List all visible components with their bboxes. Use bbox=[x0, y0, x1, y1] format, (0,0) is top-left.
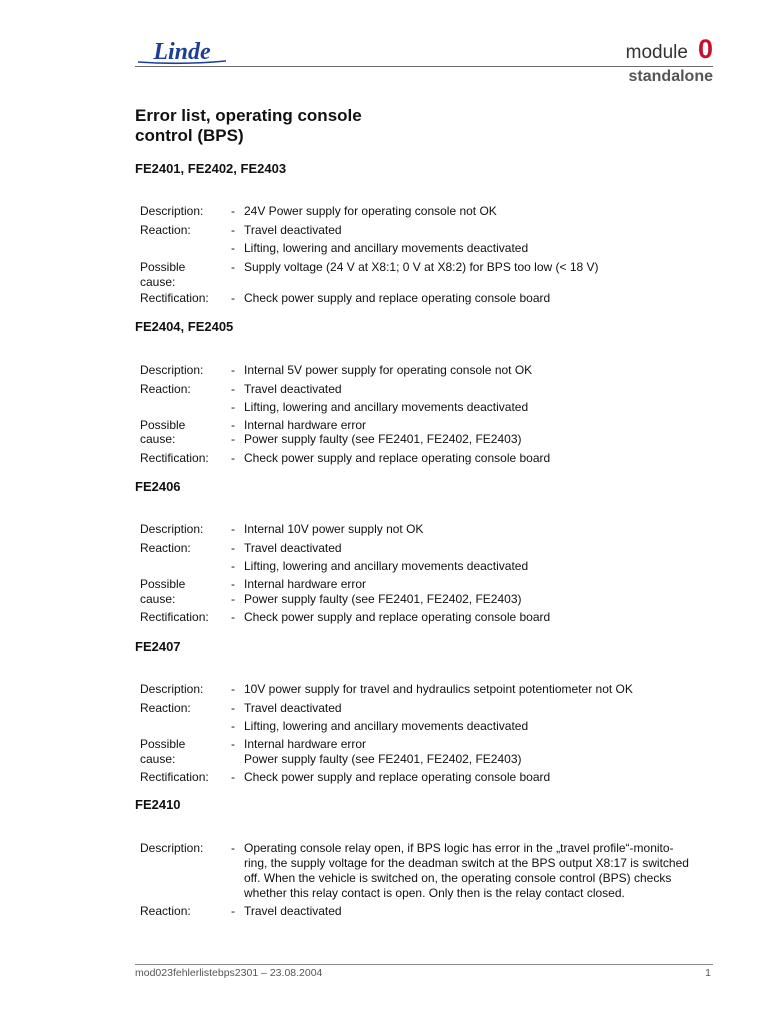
rectification-label: Rectification: bbox=[140, 770, 209, 784]
section-heading: FE2406 bbox=[135, 479, 181, 494]
error-section-fe2401 bbox=[135, 161, 715, 311]
cause-text: Power supply faulty (see FE2401, FE2402, FE2403) bbox=[244, 752, 522, 766]
description-label: Description: bbox=[140, 204, 204, 218]
reaction-text: Lifting, lowering and ancillary movements deactivated bbox=[244, 559, 529, 573]
error-section-fe2404 bbox=[135, 319, 715, 469]
page-title-line-2: control (BPS) bbox=[135, 126, 244, 145]
bullet-dash: - bbox=[231, 418, 235, 432]
description-text: Internal 10V power supply not OK bbox=[244, 522, 424, 536]
bullet-dash: - bbox=[231, 260, 235, 274]
bullet-dash: - bbox=[231, 204, 235, 218]
reaction-text: Travel deactivated bbox=[244, 223, 342, 237]
cause-text: Internal hardware error bbox=[244, 737, 367, 751]
reaction-text: Lifting, lowering and ancillary movements deactivated bbox=[244, 400, 529, 414]
possible-label: Possible bbox=[140, 737, 186, 751]
description-label: Description: bbox=[140, 682, 204, 696]
description-text: Internal 5V power supply for operating console not OK bbox=[244, 363, 533, 377]
bullet-dash: - bbox=[231, 541, 235, 555]
cause-text: Supply voltage (24 V at X8:1; 0 V at X8:2) for BPS too low (< 18 V) bbox=[244, 260, 599, 274]
rectification-label: Rectification: bbox=[140, 451, 209, 465]
cause-label: cause: bbox=[140, 752, 176, 766]
reaction-text: Travel deactivated bbox=[244, 701, 342, 715]
bullet-dash: - bbox=[231, 241, 235, 255]
page-title bbox=[135, 106, 435, 146]
bullet-dash: - bbox=[231, 701, 235, 715]
error-section-fe2407 bbox=[135, 639, 715, 789]
bullet-dash: - bbox=[231, 522, 235, 536]
bullet-dash: - bbox=[231, 382, 235, 396]
description-label: Description: bbox=[140, 522, 204, 536]
reaction-label: Reaction: bbox=[140, 223, 191, 237]
reaction-text: Travel deactivated bbox=[244, 541, 342, 555]
cause-text: Internal hardware error bbox=[244, 577, 367, 591]
cause-text: Power supply faulty (see FE2401, FE2402, FE2403) bbox=[244, 432, 522, 446]
cause-text: Internal hardware error bbox=[244, 418, 367, 432]
bullet-dash: - bbox=[231, 432, 235, 446]
description-label: Description: bbox=[140, 841, 204, 855]
page-number: 1 bbox=[705, 967, 711, 979]
bullet-dash: - bbox=[231, 904, 235, 918]
cause-label: cause: bbox=[140, 275, 176, 289]
section-heading: FE2401, FE2402, FE2403 bbox=[135, 161, 287, 176]
possible-label: Possible bbox=[140, 260, 186, 274]
bullet-dash: - bbox=[231, 400, 235, 414]
rectification-text: Check power supply and replace operating console board bbox=[244, 770, 551, 784]
reaction-text: Travel deactivated bbox=[244, 904, 342, 918]
module-indicator bbox=[626, 34, 713, 65]
bullet-dash: - bbox=[231, 451, 235, 465]
bullet-dash: - bbox=[231, 223, 235, 237]
cause-label: cause: bbox=[140, 432, 176, 446]
bullet-dash: - bbox=[231, 770, 235, 784]
bullet-dash: - bbox=[231, 737, 235, 751]
description-text: 24V Power supply for operating console not OK bbox=[244, 204, 497, 218]
description-text: Operating console relay open, if BPS logic has error in the „travel profile“-monito- bbox=[244, 841, 674, 855]
section-heading: FE2410 bbox=[135, 797, 181, 812]
logo-lettering: Linde bbox=[153, 39, 211, 65]
footer-reference: mod023fehlerlistebps2301 – 23.08.2004 bbox=[135, 967, 323, 979]
description-label: Description: bbox=[140, 363, 204, 377]
rectification-text: Check power supply and replace operating console board bbox=[244, 451, 551, 465]
reaction-label: Reaction: bbox=[140, 541, 191, 555]
error-section-fe2406 bbox=[135, 479, 715, 629]
bullet-dash: - bbox=[231, 682, 235, 696]
description-text: 10V power supply for travel and hydraulics setpoint potentiometer not OK bbox=[244, 682, 633, 696]
description-text: ring, the supply voltage for the deadman switch at the BPS output X8:17 is switched bbox=[244, 856, 689, 870]
bullet-dash: - bbox=[231, 559, 235, 573]
rectification-label: Rectification: bbox=[140, 291, 209, 305]
reaction-text: Lifting, lowering and ancillary movements deactivated bbox=[244, 719, 529, 733]
reaction-text: Travel deactivated bbox=[244, 382, 342, 396]
module-subtitle: standalone bbox=[628, 68, 713, 85]
rectification-label: Rectification: bbox=[140, 610, 209, 624]
possible-label: Possible bbox=[140, 577, 186, 591]
description-text: whether this relay contact is open. Only then is the relay contact closed. bbox=[244, 886, 625, 900]
cause-text: Power supply faulty (see FE2401, FE2402, FE2403) bbox=[244, 592, 522, 606]
bullet-dash: - bbox=[231, 577, 235, 591]
bullet-dash: - bbox=[231, 719, 235, 733]
module-number: 0 bbox=[697, 34, 713, 64]
header-divider bbox=[135, 66, 713, 67]
reaction-label: Reaction: bbox=[140, 904, 191, 918]
bullet-dash: - bbox=[231, 610, 235, 624]
bullet-dash: - bbox=[231, 841, 235, 855]
bullet-dash: - bbox=[231, 291, 235, 305]
reaction-label: Reaction: bbox=[140, 701, 191, 715]
bullet-dash: - bbox=[231, 363, 235, 377]
reaction-text: Lifting, lowering and ancillary movements deactivated bbox=[244, 241, 529, 255]
section-heading: FE2404, FE2405 bbox=[135, 319, 234, 334]
rectification-text: Check power supply and replace operating console board bbox=[244, 291, 551, 305]
possible-label: Possible bbox=[140, 418, 186, 432]
page-title-line-1: Error list, operating console bbox=[135, 106, 362, 125]
cause-label: cause: bbox=[140, 592, 176, 606]
rectification-text: Check power supply and replace operating console board bbox=[244, 610, 551, 624]
footer-divider bbox=[135, 964, 713, 965]
bullet-dash: - bbox=[231, 592, 235, 606]
linde-logo bbox=[134, 38, 230, 66]
linde-logo-icon bbox=[134, 38, 230, 66]
description-text: off. When the vehicle is switched on, the operating console control (BPS) checks bbox=[244, 871, 672, 885]
section-heading: FE2407 bbox=[135, 639, 181, 654]
reaction-label: Reaction: bbox=[140, 382, 191, 396]
error-section-fe2410 bbox=[135, 797, 715, 927]
module-word: module bbox=[625, 42, 688, 63]
